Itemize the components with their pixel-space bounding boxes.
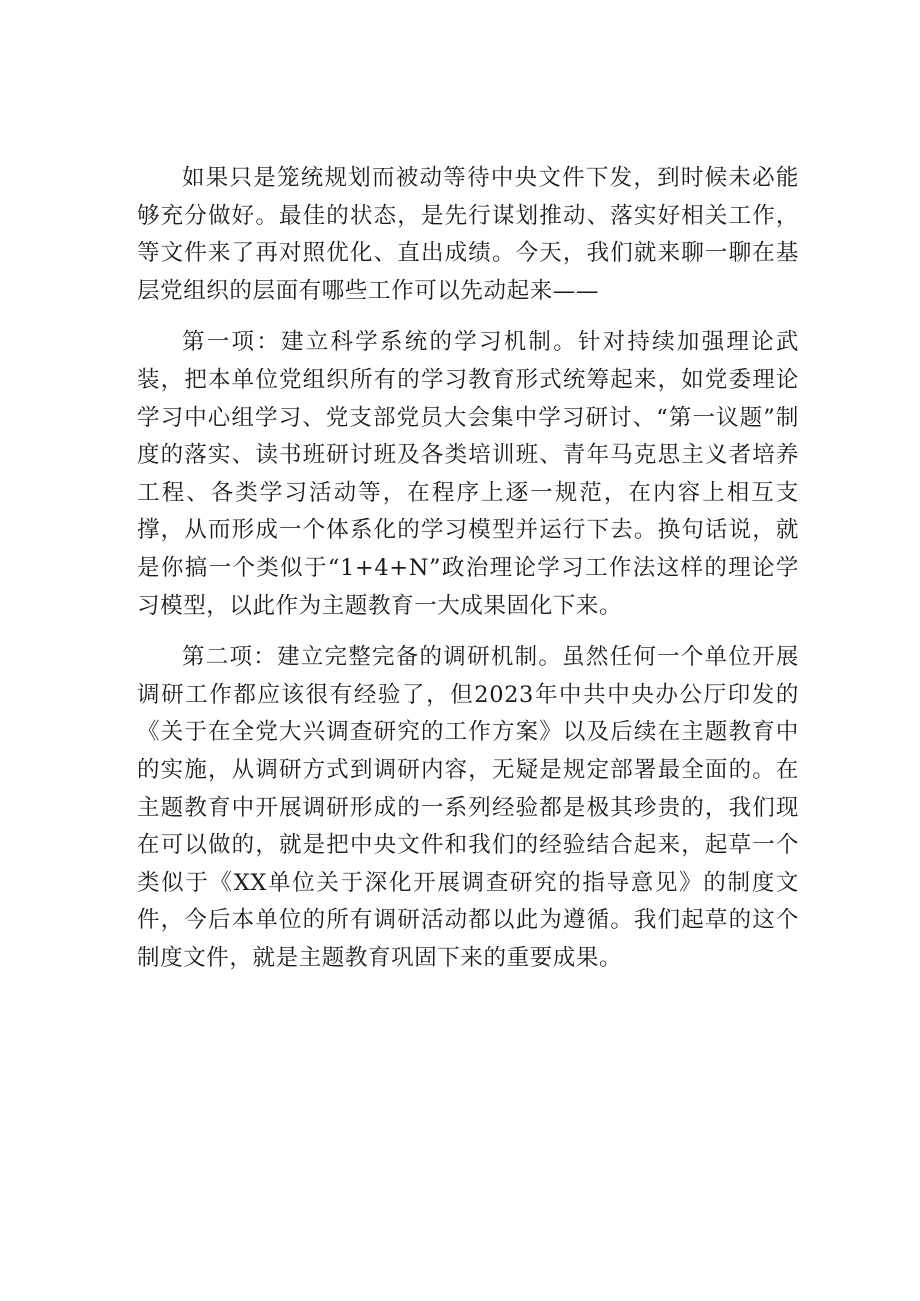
paragraph-intro: 如果只是笼统规划而被动等待中央文件下发，到时候未必能够充分做好。最佳的状态，是先行谋划推动、落实好相关工作，等文件来了再对照优化、直出成绩。今天，我们就来聊一聊在基层党组织的层面有哪些工作可以先动起来——: [137, 165, 799, 304]
document-body: [137, 160, 799, 991]
paragraph-item-two: 第二项：建立完整完备的调研机制。虽然任何一个单位开展调研工作都应该很有经验了，但2023年中共中央办公厅印发的《关于在全党大兴调查研究的工作方案》以及后续在主题教育中的实施，从调研方式到调研内容，无疑是规定部署最全面的。在主题教育中开展调研形成的一系列经验都是极其珍贵的，我们现在可以做的，就是把中央文件和我们的经验结合起来，起草一个类似于《XX单位关于深化开展调查研究的指导意见》的制度文件，今后本单位的所有调研活动都以此为遵循。我们起草的这个制度文件，就是主题教育巩固下来的重要成果。: [137, 644, 799, 971]
paragraph-item-one: 第一项：建立科学系统的学习机制。针对持续加强理论武装，把本单位党组织所有的学习教育形式统筹起来，如党委理论学习中心组学习、党支部党员大会集中学习研讨、“第一议题”制度的落实、读书班研讨班及各类培训班、青年马克思主义者培养工程、各类学习活动等，在程序上逐一规范，在内容上相互支撑，从而形成一个体系化的学习模型并运行下去。换句话说，就是你搞一个类似于“1+4+N”政治理论学习工作法这样的理论学习模型，以此作为主题教育一大成果固化下来。: [137, 329, 799, 619]
